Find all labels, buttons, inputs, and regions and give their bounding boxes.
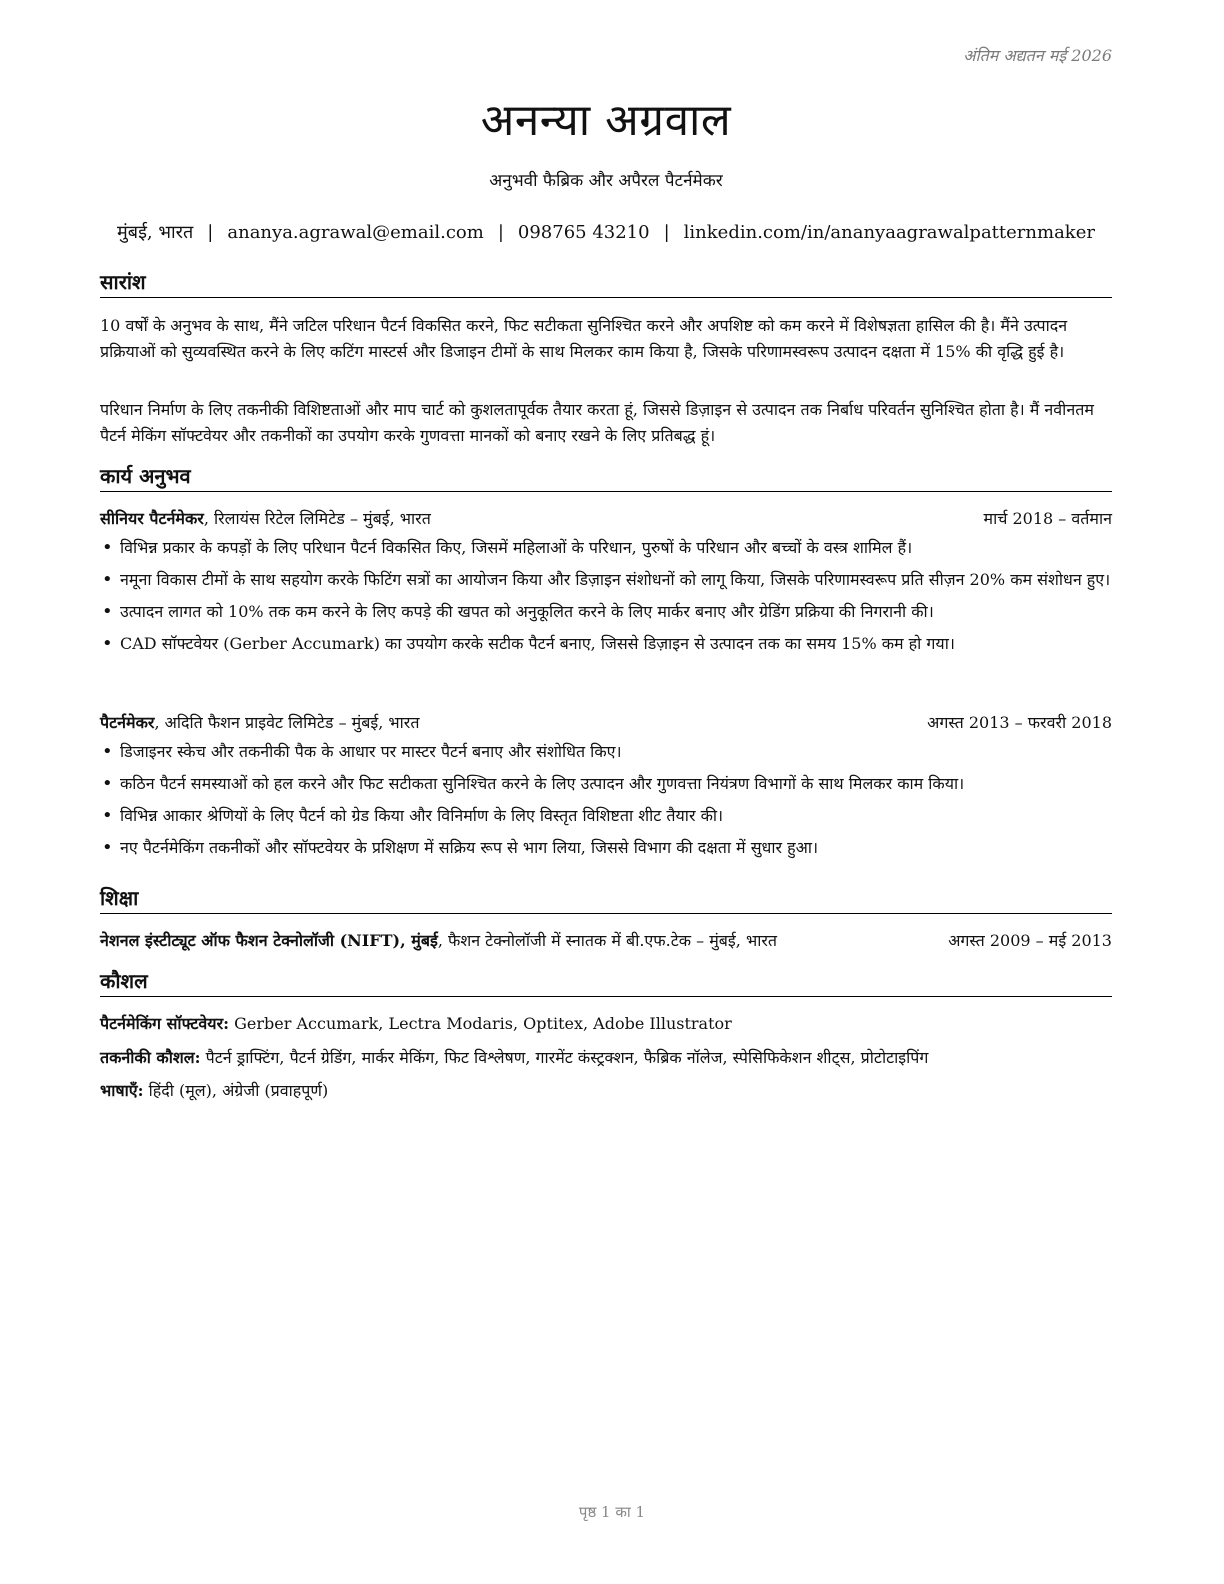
skill-value: पैटर्न ड्राफ्टिंग, पैटर्न ग्रेडिंग, मार्कर मेकिंग, फिट विश्लेषण, गारमेंट कंस्ट्रक्शन, फैब्रिक नॉलेज, स्पेसिफिकेशन शीट्स, प्रोटोटाइपिंग	[200, 1048, 929, 1067]
job-bullets	[100, 739, 1112, 867]
contact-email[interactable]: ananya.agrawal@email.com	[227, 222, 484, 243]
contact-separator: |	[497, 222, 504, 243]
job-header	[100, 711, 1112, 735]
skill-label: भाषाएँ:	[100, 1081, 144, 1100]
bullet-item: • नमूना विकास टीमों के साथ सहयोग करके फिटिंग सत्रों का आयोजन किया और डिज़ाइन संशोधनों को लागू किया, जिसके परिणामस्वरूप प्रति सीज़न 20% कम संशोधन हुए।	[100, 567, 1112, 593]
skill-line	[100, 1011, 1112, 1037]
bullet-item: • कठिन पैटर्न समस्याओं को हल करने और फिट सटीकता सुनिश्चित करने के लिए उत्पादन और गुणवत्ता नियंत्रण विभागों के साथ मिलकर काम किया।	[100, 771, 1112, 797]
contact-phone: 098765 43210	[517, 222, 650, 243]
education-entry	[100, 929, 1112, 953]
candidate-name: अनन्या अग्रवाल	[480, 95, 732, 146]
skill-value: हिंदी (मूल), अंग्रेजी (प्रवाहपूर्ण)	[143, 1081, 329, 1100]
bullet-item: • CAD सॉफ्टवेयर (Gerber Accumark) का उपयोग करके सटीक पैटर्न बनाए, जिससे डिज़ाइन से उत्पादन तक का समय 15% कम हो गया।	[100, 631, 1112, 657]
bullet-item: • उत्पादन लागत को 10% तक कम करने के लिए कपड़े की खपत को अनुकूलित करने के लिए मार्कर बनाए और ग्रेडिंग प्रक्रिया की निगरानी की।	[100, 599, 1112, 625]
education-degree: , फैशन टेक्नोलॉजी में स्नातक में बी.एफ.टेक – मुंबई, भारत	[437, 931, 778, 950]
bullet-item: • विभिन्न आकार श्रेणियों के लिए पैटर्न को ग्रेड किया और विनिर्माण के लिए विस्तृत विशिष्टता शीट तैयार की।	[100, 803, 1112, 829]
job-role: सीनियर पैटर्नमेकर	[100, 509, 204, 528]
education-institution: नेशनल इंस्टीट्यूट ऑफ फैशन टेक्नोलॉजी (NIFT), मुंबई	[100, 931, 438, 950]
contact-separator: |	[207, 222, 214, 243]
summary-paragraph-1: 10 वर्षों के अनुभव के साथ, मैंने जटिल परिधान पैटर्न विकसित करने, फिट सटीकता सुनिश्चित करने और अपशिष्ट को कम करने में विशेषज्ञता हासिल की है। मैंने उत्पादन प्रक्रियाओं को सुव्यवस्थित करने के लिए कटिंग मास्टर्स और डिजाइन टीमों के साथ मिलकर काम किया है, जिसके परिणामस्वरूप उत्पादन दक्षता में 15% की वृद्धि हुई है।	[100, 316, 1068, 361]
section-title-skills: कौशल	[100, 969, 1112, 997]
bullet-item: • नए पैटर्नमेकिंग तकनीकों और सॉफ्टवेयर के प्रशिक्षण में सक्रिय रूप से भाग लिया, जिससे विभाग की दक्षता में सुधार हुआ।	[100, 835, 1112, 861]
skill-label: तकनीकी कौशल:	[100, 1048, 201, 1067]
job-dates: अगस्त 2013 – फरवरी 2018	[927, 713, 1112, 732]
section-title-experience: कार्य अनुभव	[100, 464, 1112, 492]
contact-location: मुंबई, भारत	[117, 222, 194, 243]
education-dates: अगस्त 2009 – मई 2013	[948, 931, 1112, 950]
section-title-education: शिक्षा	[100, 886, 1112, 914]
contact-line	[100, 220, 1112, 244]
skill-line	[100, 1045, 1112, 1071]
skill-label: पैटर्नमेकिंग सॉफ्टवेयर:	[100, 1014, 230, 1033]
summary-paragraph-2: परिधान निर्माण के लिए तकनीकी विशिष्टताओं और माप चार्ट को कुशलतापूर्वक तैयार करता हूं, जिससे डिज़ाइन से उत्पादन तक निर्बाध परिवर्तन सुनिश्चित होता है। मैं नवीनतम पैटर्न मेकिंग सॉफ्टवेयर और तकनीकों का उपयोग करके गुणवत्ता मानकों को बनाए रखने के लिए प्रतिबद्ध हूं।	[100, 400, 1094, 445]
job-company: , रिलायंस रिटेल लिमिटेड – मुंबई, भारत	[203, 509, 431, 528]
page-footer: पृष्ठ 1 का 1	[578, 1503, 646, 1521]
section-title-summary: सारांश	[100, 270, 1112, 298]
job-company: , अदिति फैशन प्राइवेट लिमिटेड – मुंबई, भारत	[154, 713, 420, 732]
bullet-item: • विभिन्न प्रकार के कपड़ों के लिए परिधान पैटर्न विकसित किए, जिसमें महिलाओं के परिधान, पुरुषों के परिधान और बच्चों के वस्त्र शामिल हैं।	[100, 535, 1112, 561]
candidate-subtitle: अनुभवी फैब्रिक और अपैरल पैटर्नमेकर	[489, 171, 723, 191]
job-bullets	[100, 535, 1112, 663]
skill-value: Gerber Accumark, Lectra Modaris, Optitex, Adobe Illustrator	[229, 1014, 732, 1033]
bullet-item: • डिजाइनर स्केच और तकनीकी पैक के आधार पर मास्टर पैटर्न बनाए और संशोधित किए।	[100, 739, 1112, 765]
job-header	[100, 507, 1112, 531]
contact-separator: |	[663, 222, 670, 243]
contact-linkedin[interactable]: linkedin.com/in/ananyaagrawalpatternmaker	[683, 222, 1095, 243]
last-updated: अंतिम अद्यतन मई 2026	[963, 46, 1112, 65]
job-dates: मार्च 2018 – वर्तमान	[983, 509, 1112, 528]
job-role: पैटर्नमेकर	[100, 713, 155, 732]
skill-line	[100, 1078, 1112, 1104]
